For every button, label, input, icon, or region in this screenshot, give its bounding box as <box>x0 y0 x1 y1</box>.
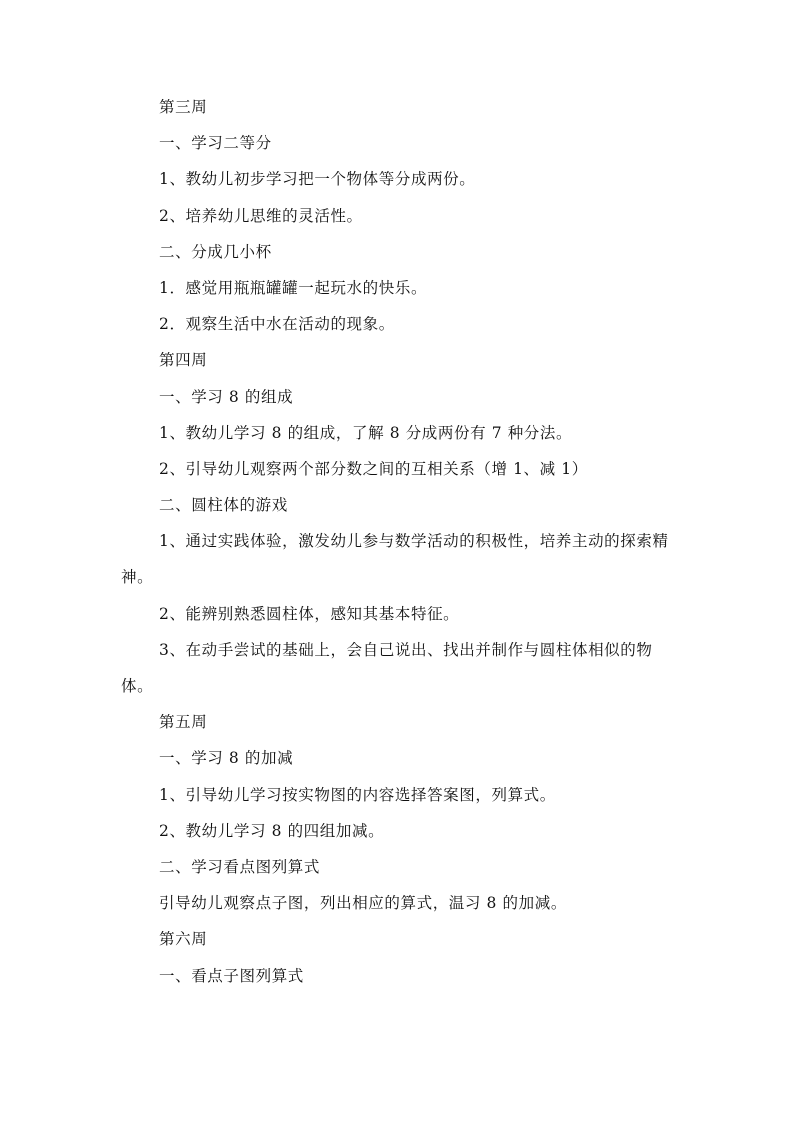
section-heading: 一、学习二等分 <box>159 134 272 153</box>
document-body <box>121 92 677 997</box>
list-item: 1、教幼儿初步学习把一个物体等分成两份。 <box>159 170 476 189</box>
list-item: 2、引导幼儿观察两个部分数之间的互相关系（增 1、减 1） <box>159 459 588 478</box>
list-item: 1、引导幼儿学习按实物图的内容选择答案图，列算式。 <box>159 785 556 804</box>
section-heading: 二、圆柱体的游戏 <box>159 496 288 515</box>
list-item: 1、教幼儿学习 8 的组成，了解 8 分成两份有 7 种分法。 <box>159 423 573 442</box>
section-heading: 二、分成几小杯 <box>159 242 272 261</box>
section-heading: 一、看点子图列算式 <box>159 966 304 985</box>
list-item: 1、通过实践体验，激发幼儿参与数学活动的积极性，培养主动的探索精神。 <box>121 532 669 587</box>
week-heading: 第三周 <box>159 98 208 116</box>
list-item: 2、教幼儿学习 8 的四组加减。 <box>159 821 385 840</box>
list-item: 2、培养幼儿思维的灵活性。 <box>159 206 363 225</box>
week-heading: 第六周 <box>159 930 208 949</box>
week-heading: 第四周 <box>159 351 208 370</box>
week-heading: 第五周 <box>159 713 208 732</box>
list-item: 3、在动手尝试的基础上，会自己说出、找出并制作与圆柱体相似的物体。 <box>121 640 653 696</box>
list-item: 2．观察生活中水在活动的现象。 <box>159 315 395 334</box>
section-heading: 一、学习 8 的加减 <box>159 749 294 768</box>
list-item: 2、能辨别熟悉圆柱体，感知其基本特征。 <box>159 604 460 623</box>
paragraph: 引导幼儿观察点子图，列出相应的算式，温习 8 的加减。 <box>159 894 567 913</box>
list-item: 1．感觉用瓶瓶罐罐一起玩水的快乐。 <box>159 278 428 297</box>
section-heading: 二、学习看点图列算式 <box>159 858 321 876</box>
section-heading: 一、学习 8 的组成 <box>159 387 294 406</box>
